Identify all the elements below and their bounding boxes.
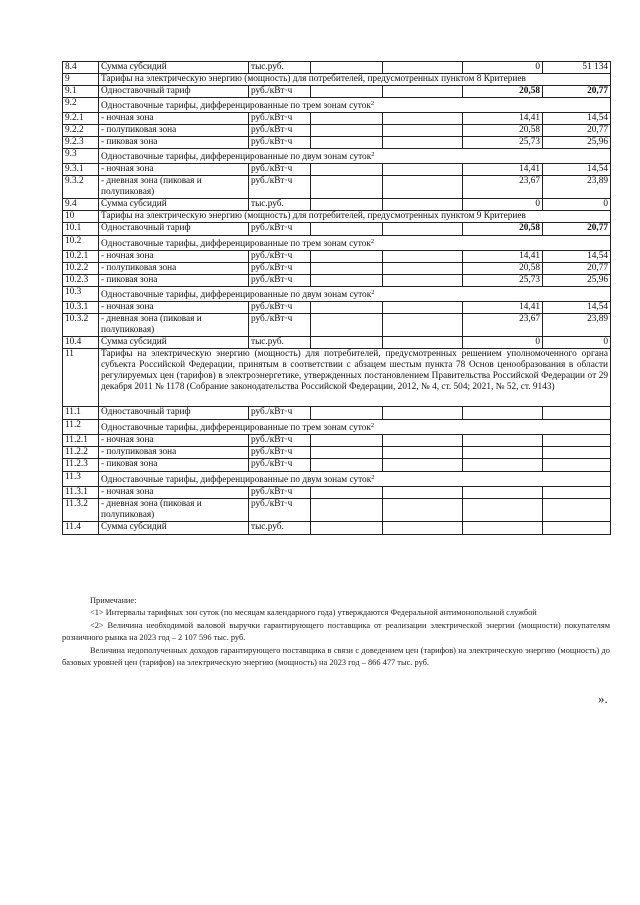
empty-cell [383, 223, 463, 236]
empty-cell [383, 522, 463, 535]
empty-cell [383, 447, 463, 459]
empty-cell [383, 337, 463, 349]
row-unit: тыс.руб. [249, 337, 311, 349]
section-text: Тарифы на электрическую энергию (мощность) для потребителей, предусмотренных пунктом 9 Критериев [101, 211, 526, 221]
row-number: 8.4 [63, 62, 99, 74]
table-row [63, 435, 611, 447]
empty-cell [311, 137, 383, 149]
value-2022: 20,58 [463, 86, 543, 98]
section-row [63, 211, 611, 223]
notes-title: Примечание: [90, 596, 137, 605]
value-2023: 23,89 [543, 176, 611, 199]
row-unit: руб./кВт·ч [249, 314, 311, 337]
section-row [63, 287, 611, 302]
value-2022: 20,58 [463, 125, 543, 137]
row-label: Сумма субсидий [99, 62, 249, 74]
empty-cell [311, 459, 383, 472]
section-row [63, 98, 611, 113]
section-row [63, 472, 611, 487]
row-label: Сумма субсидий [99, 522, 249, 535]
empty-cell [383, 86, 463, 98]
value-2023: 23,89 [543, 314, 611, 337]
table-row [63, 487, 611, 499]
row-unit: руб./кВт·ч [249, 86, 311, 98]
table-row [63, 263, 611, 275]
row-number: 9.3.1 [63, 164, 99, 176]
row-unit: тыс.руб. [249, 199, 311, 211]
row-unit: тыс.руб. [249, 62, 311, 74]
footnote-mark: 2 [370, 422, 375, 429]
empty-cell [311, 251, 383, 263]
section-row [63, 420, 611, 435]
value-2023: 14,54 [543, 302, 611, 314]
table-row [63, 302, 611, 314]
row-number: 11.3.1 [63, 487, 99, 499]
table-row [63, 337, 611, 349]
row-number: 10.2.3 [63, 275, 99, 287]
empty-cell [311, 62, 383, 74]
value-2023: 0 [543, 337, 611, 349]
row-unit: руб./кВт·ч [249, 263, 311, 275]
table-row [63, 62, 611, 74]
empty-cell [383, 407, 463, 420]
value-2023 [543, 407, 611, 420]
value-2022: 20,58 [463, 223, 543, 236]
row-number: 10.2.1 [63, 251, 99, 263]
row-label: - пиковая зона [99, 459, 249, 472]
row-unit: руб./кВт·ч [249, 407, 311, 420]
row-label: - дневная зона (пиковая и полупиковая) [99, 499, 249, 522]
row-label: - дневная зона (пиковая и полупиковая) [99, 176, 249, 199]
table-row [63, 223, 611, 236]
row-number: 9.2.1 [63, 113, 99, 125]
row-number: 9.3.2 [63, 176, 99, 199]
tariff-table [62, 61, 611, 535]
value-2023: 14,54 [543, 113, 611, 125]
value-2022 [463, 447, 543, 459]
empty-cell [383, 263, 463, 275]
row-number: 10.3.1 [63, 302, 99, 314]
section-title [99, 98, 611, 113]
row-number: 11.4 [63, 522, 99, 535]
empty-cell [311, 176, 383, 199]
empty-cell [383, 199, 463, 211]
empty-cell [383, 435, 463, 447]
row-unit: руб./кВт·ч [249, 223, 311, 236]
row-label: - пиковая зона [99, 137, 249, 149]
value-2022 [463, 459, 543, 472]
row-number: 9.3 [63, 149, 99, 164]
section-title [99, 149, 611, 164]
value-2023 [543, 522, 611, 535]
row-number: 10 [63, 211, 99, 223]
value-2022: 25,73 [463, 137, 543, 149]
table-row [63, 113, 611, 125]
row-number: 10.3 [63, 287, 99, 302]
row-number: 9.2.3 [63, 137, 99, 149]
row-number: 11.2.1 [63, 435, 99, 447]
section-row [63, 74, 611, 86]
empty-cell [311, 223, 383, 236]
row-label: - полупиковая зона [99, 263, 249, 275]
row-unit: руб./кВт·ч [249, 176, 311, 199]
row-number: 11.3.2 [63, 499, 99, 522]
row-number: 11.2.3 [63, 459, 99, 472]
row-unit: руб./кВт·ч [249, 459, 311, 472]
value-2022: 20,58 [463, 263, 543, 275]
empty-cell [311, 435, 383, 447]
empty-cell [311, 447, 383, 459]
value-2022: 0 [463, 62, 543, 74]
row-unit: руб./кВт·ч [249, 251, 311, 263]
section-text: Одноставочные тарифы, дифференцированные по трем зонам суток [101, 101, 371, 111]
empty-cell [383, 275, 463, 287]
row-unit: руб./кВт·ч [249, 487, 311, 499]
empty-cell [311, 337, 383, 349]
empty-cell [383, 137, 463, 149]
row-number: 11.3 [63, 472, 99, 487]
footnote-mark: 2 [370, 238, 375, 245]
value-2023 [543, 447, 611, 459]
row-number: 11.1 [63, 407, 99, 420]
value-2023: 51 134 [543, 62, 611, 74]
value-2022 [463, 522, 543, 535]
section-text: Одноставочные тарифы, дифференцированные по трем зонам суток [101, 423, 371, 433]
empty-cell [311, 113, 383, 125]
table-row [63, 251, 611, 263]
table-row [63, 164, 611, 176]
value-2023: 0 [543, 199, 611, 211]
table-row [63, 176, 611, 199]
section-row [63, 149, 611, 164]
value-2023: 20,77 [543, 223, 611, 236]
empty-cell [383, 113, 463, 125]
section-title [99, 211, 611, 223]
table-row [63, 275, 611, 287]
empty-cell [383, 62, 463, 74]
row-unit: руб./кВт·ч [249, 302, 311, 314]
value-2022: 23,67 [463, 176, 543, 199]
table-row [63, 522, 611, 535]
row-label: - ночная зона [99, 164, 249, 176]
value-2023: 20,77 [543, 263, 611, 275]
document-page [62, 61, 610, 535]
row-label: - дневная зона (пиковая и полупиковая) [99, 314, 249, 337]
empty-cell [383, 176, 463, 199]
table-row [63, 199, 611, 211]
empty-cell [311, 125, 383, 137]
note-2: <2> Величина необходимой валовой выручки гарантирующего поставщика от реализации электрической энергии (мощности) покупателям розничного рынка на 2023 год – 2 107 596 тыс. руб. [62, 620, 610, 643]
value-2022 [463, 499, 543, 522]
row-number: 10.2.2 [63, 263, 99, 275]
empty-cell [383, 314, 463, 337]
row-label: - ночная зона [99, 251, 249, 263]
notes-block [62, 595, 610, 669]
note-1: <1> Интервалы тарифных зон суток (по месяцам календарного года) утверждаются Федеральной антимонопольной службой [90, 608, 537, 618]
row-number: 10.4 [63, 337, 99, 349]
value-2023: 14,54 [543, 164, 611, 176]
row-unit: руб./кВт·ч [249, 164, 311, 176]
row-unit: тыс.руб. [249, 522, 311, 535]
value-2022 [463, 487, 543, 499]
table-row [63, 86, 611, 98]
row-label: Сумма субсидий [99, 337, 249, 349]
value-2022: 14,41 [463, 302, 543, 314]
empty-cell [383, 302, 463, 314]
section-row [63, 236, 611, 251]
row-number: 10.3.2 [63, 314, 99, 337]
closing-quote: ». [598, 691, 608, 706]
value-2022: 25,73 [463, 275, 543, 287]
row-label: - полупиковая зона [99, 447, 249, 459]
row-unit: руб./кВт·ч [249, 447, 311, 459]
section-title [99, 236, 611, 251]
empty-cell [311, 314, 383, 337]
table-row [63, 314, 611, 337]
value-2023: 14,54 [543, 251, 611, 263]
value-2023: 25,96 [543, 137, 611, 149]
empty-cell [311, 275, 383, 287]
section-title [99, 472, 611, 487]
value-2022 [463, 407, 543, 420]
footnote-mark: 2 [371, 151, 375, 158]
row-unit: руб./кВт·ч [249, 113, 311, 125]
table-row [63, 447, 611, 459]
table-row [63, 459, 611, 472]
row-number: 11 [63, 349, 99, 407]
table-row [63, 499, 611, 522]
section-text: Одноставочные тарифы, дифференцированные по трем зонам суток [101, 239, 371, 249]
value-2023: 20,77 [543, 86, 611, 98]
empty-cell [311, 263, 383, 275]
empty-cell [383, 164, 463, 176]
empty-cell [383, 459, 463, 472]
value-2023 [543, 435, 611, 447]
value-2023 [543, 487, 611, 499]
row-number: 9.2 [63, 98, 99, 113]
empty-cell [311, 522, 383, 535]
section-row [63, 349, 611, 407]
empty-cell [311, 199, 383, 211]
section-text: Тарифы на электрическую энергию (мощность) для потребителей, предусмотренных пунктом 8 Критериев [101, 74, 526, 84]
table-row [63, 125, 611, 137]
table-row [63, 407, 611, 420]
row-number: 9.2.2 [63, 125, 99, 137]
footnote-mark: 2 [370, 100, 375, 107]
value-2023 [543, 459, 611, 472]
value-2022: 14,41 [463, 164, 543, 176]
section-text: Одноставочные тарифы, дифференцированные по двум зонам суток [101, 475, 372, 485]
empty-cell [383, 487, 463, 499]
empty-cell [383, 499, 463, 522]
footnote-mark: 2 [371, 474, 375, 481]
row-number: 9 [63, 74, 99, 86]
section-title [99, 420, 611, 435]
row-label: - полупиковая зона [99, 125, 249, 137]
empty-cell [383, 125, 463, 137]
row-unit: руб./кВт·ч [249, 435, 311, 447]
row-label: Одноставочный тариф [99, 407, 249, 420]
section-text: Одноставочные тарифы, дифференцированные по двум зонам суток [101, 290, 372, 300]
footnote-mark: 2 [371, 289, 375, 296]
empty-cell [311, 499, 383, 522]
row-number: 10.2 [63, 236, 99, 251]
row-label: Одноставочный тариф [99, 223, 249, 236]
empty-cell [311, 164, 383, 176]
row-label: - ночная зона [99, 487, 249, 499]
value-2022: 0 [463, 337, 543, 349]
row-unit: руб./кВт·ч [249, 125, 311, 137]
value-2022 [463, 435, 543, 447]
empty-cell [311, 407, 383, 420]
note-3: Величина недополученных доходов гарантирующего поставщика в связи с доведением цен (тарифов) на электрическую энергию (мощность) до базовых уровней цен (тарифов) на электрическую энергию (мощность) на 2023 год – 866 477 тыс. руб. [62, 645, 610, 668]
value-2022: 23,67 [463, 314, 543, 337]
section-text: Одноставочные тарифы, дифференцированные по двум зонам суток [101, 152, 372, 162]
row-number: 11.2.2 [63, 447, 99, 459]
value-2023: 20,77 [543, 125, 611, 137]
section-title [99, 287, 611, 302]
section-title [99, 74, 611, 86]
row-label: - ночная зона [99, 302, 249, 314]
row-label: - ночная зона [99, 435, 249, 447]
row-unit: руб./кВт·ч [249, 137, 311, 149]
row-label: - пиковая зона [99, 275, 249, 287]
table-row [63, 137, 611, 149]
value-2023: 25,96 [543, 275, 611, 287]
value-2022: 14,41 [463, 113, 543, 125]
row-number: 9.1 [63, 86, 99, 98]
value-2022: 0 [463, 199, 543, 211]
empty-cell [311, 86, 383, 98]
row-unit: руб./кВт·ч [249, 499, 311, 522]
row-number: 11.2 [63, 420, 99, 435]
section-title [99, 349, 611, 407]
empty-cell [311, 487, 383, 499]
row-label: - ночная зона [99, 113, 249, 125]
row-unit: руб./кВт·ч [249, 275, 311, 287]
row-label: Сумма субсидий [99, 199, 249, 211]
value-2023 [543, 499, 611, 522]
row-label: Одноставочный тариф [99, 86, 249, 98]
value-2022: 14,41 [463, 251, 543, 263]
row-number: 10.1 [63, 223, 99, 236]
section-text: Тарифы на электрическую энергию (мощность) для потребителей, предусмотренных решением уполномоченного органа субъекта Российской Федерации, принятым в соответствии с абзацем шестым пункта 78 Основ ценообразования в области регулируемых цен (тарифов) в электроэнергетике, утвержденных постановлением Правительства Российской Федерации от 29 декабря 2011 № 1178 (Собрание законодательства Российской Федерации, 2012, № 4, ст. 504; 2021, № 52, ст. 9143) [101, 349, 608, 392]
row-number: 9.4 [63, 199, 99, 211]
empty-cell [383, 251, 463, 263]
empty-cell [311, 302, 383, 314]
